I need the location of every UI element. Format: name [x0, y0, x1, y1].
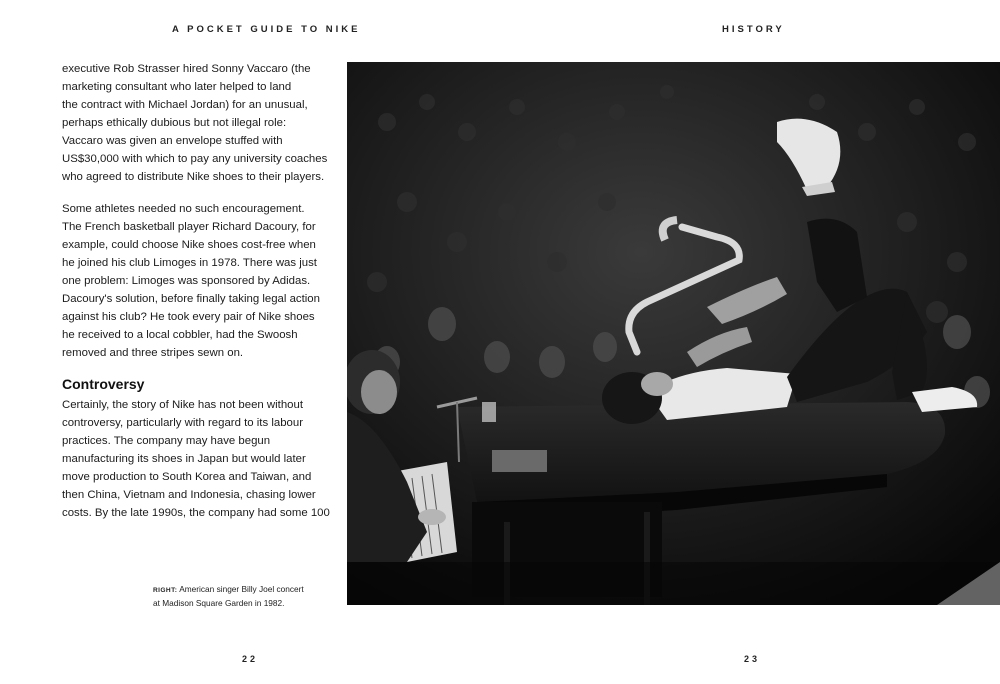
running-head-left: A POCKET GUIDE TO NIKE — [172, 24, 361, 35]
body-paragraph-1: executive Rob Strasser hired Sonny Vaccaro (the marketing consultant who later helped to land the contract with Michael Jordan) for an unusual, perhaps ethically dubious but not illegal role: Vaccaro was given an envelope stuffed with US$30,000 with which to pay any university coaches who agreed to distribute Nike shoes to their players. — [62, 63, 328, 183]
body-paragraph-2: Some athletes needed no such encouragement. The French basketball player Richard Dacoury, for example, could choose Nike shoes cost-free when he joined his club Limoges in 1978. There was just one problem: Limoges was sponsored by Adidas. Dacoury's solution, before finally taking legal action against his club? He took every pair of Nike shoes he received to a local cobbler, had the Swoosh removed and three stripes sewn on. — [62, 203, 320, 359]
concert-photo — [347, 62, 1000, 605]
caption-label: RIGHT: — [153, 587, 178, 594]
photo-caption — [153, 583, 333, 609]
page-number-right: 23 — [744, 654, 761, 664]
page-number-left: 22 — [242, 654, 259, 664]
body-paragraph-3: Certainly, the story of Nike has not been without controversy, particularly with regard to its labour practices. The company may have begun manufacturing its shoes in Japan but would later move production to South Korea and Taiwan, and then China, Vietnam and Indonesia, chasing lower costs. By the late 1990s, the company had some 100 — [62, 399, 330, 519]
running-head-right: HISTORY — [722, 24, 785, 35]
section-heading: Controversy — [62, 376, 145, 392]
caption-text: American singer Billy Joel concert at Madison Square Garden in 1982. — [153, 584, 304, 608]
